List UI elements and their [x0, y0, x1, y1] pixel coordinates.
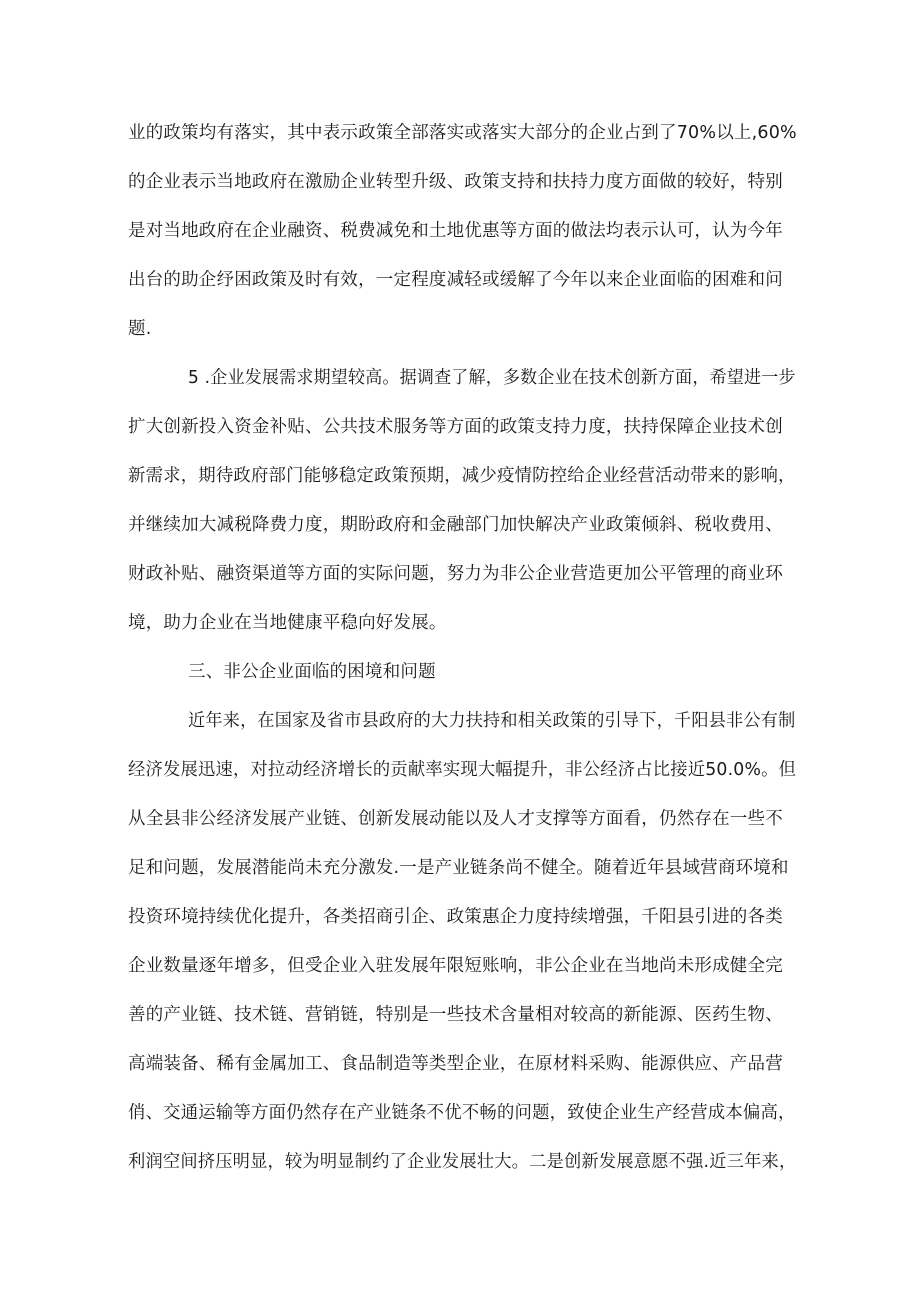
text-line: 利润空间挤压明显，较为明显制约了企业发展壮大。二是创新发展意愿不强.近三年来， [128, 1152, 797, 1172]
text-line: 是对当地政府在企业融资、税费减免和土地优惠等方面的做法均表示认可，认为今年 [128, 221, 783, 241]
text-line: 善的产业链、技术链、营销链，特别是一些技术含量相对较高的新能源、医药生物、 [128, 1005, 783, 1025]
text-line: 的企业表示当地政府在激励企业转型升级、政策支持和扶持力度方面做的较好，特别 [128, 172, 783, 192]
section-heading: 三、非公企业面临的困境和问题 [188, 662, 436, 682]
text-line: 题. [128, 319, 152, 339]
text-line: 扩大创新投入资金补贴、公共技术服务等方面的政策支持力度，扶持保障企业技术创 [128, 417, 783, 437]
text-line: 境，助力企业在当地健康平稳向好发展。 [128, 613, 447, 633]
text-line: 俏、交通运输等方面仍然存在产业链条不优不畅的问题，致使企业生产经营成本偏高， [128, 1103, 796, 1123]
text-line: 财政补贴、融资渠道等方面的实际问题，努力为非公企业营造更加公平管理的商业环 [128, 564, 783, 584]
text-line: 业的政策均有落实，其中表示政策全部落实或落实大部分的企业占到了70%以上,60% [128, 123, 797, 143]
text-line: 足和问题，发展潜能尚未充分激发.一是产业链条尚不健全。随着近年县域营商环境和 [128, 858, 789, 878]
text-line: 高端装备、稀有金属加工、食品制造等类型企业，在原材料采购、能源供应、产品营 [128, 1054, 783, 1074]
text-line: 并继续加大减税降费力度，期盼政府和金融部门加快解决产业政策倾斜、税收费用、 [128, 515, 783, 535]
text-line: 5 .企业发展需求期望较高。据调查了解，多数企业在技术创新方面，希望进一步 [188, 368, 796, 388]
text-line: 出台的助企纾困政策及时有效，一定程度减轻或缓解了今年以来企业面临的困难和问 [128, 270, 783, 290]
text-line: 企业数量逐年增多，但受企业入驻发展年限短账响，非公企业在当地尚未形成健全完 [128, 956, 783, 976]
text-line: 投资环境持续优化提升，各类招商引企、政策惠企力度持续增强，千阳县引进的各类 [128, 907, 783, 927]
text-line: 新需求，期待政府部门能够稳定政策预期，减少疫情防控给企业经营活动带来的影响， [128, 466, 796, 486]
text-line: 经济发展迅速，对拉动经济增长的贡献率实现大幅提升，非公经济占比接近50.0%。但 [128, 760, 797, 780]
text-line: 从全县非公经济发展产业链、创新发展动能以及人才支撑等方面看，仍然存在一些不 [128, 809, 783, 829]
text-line: 近年来，在国家及省市县政府的大力扶持和相关政策的引导下，千阳县非公有制 [188, 711, 796, 731]
